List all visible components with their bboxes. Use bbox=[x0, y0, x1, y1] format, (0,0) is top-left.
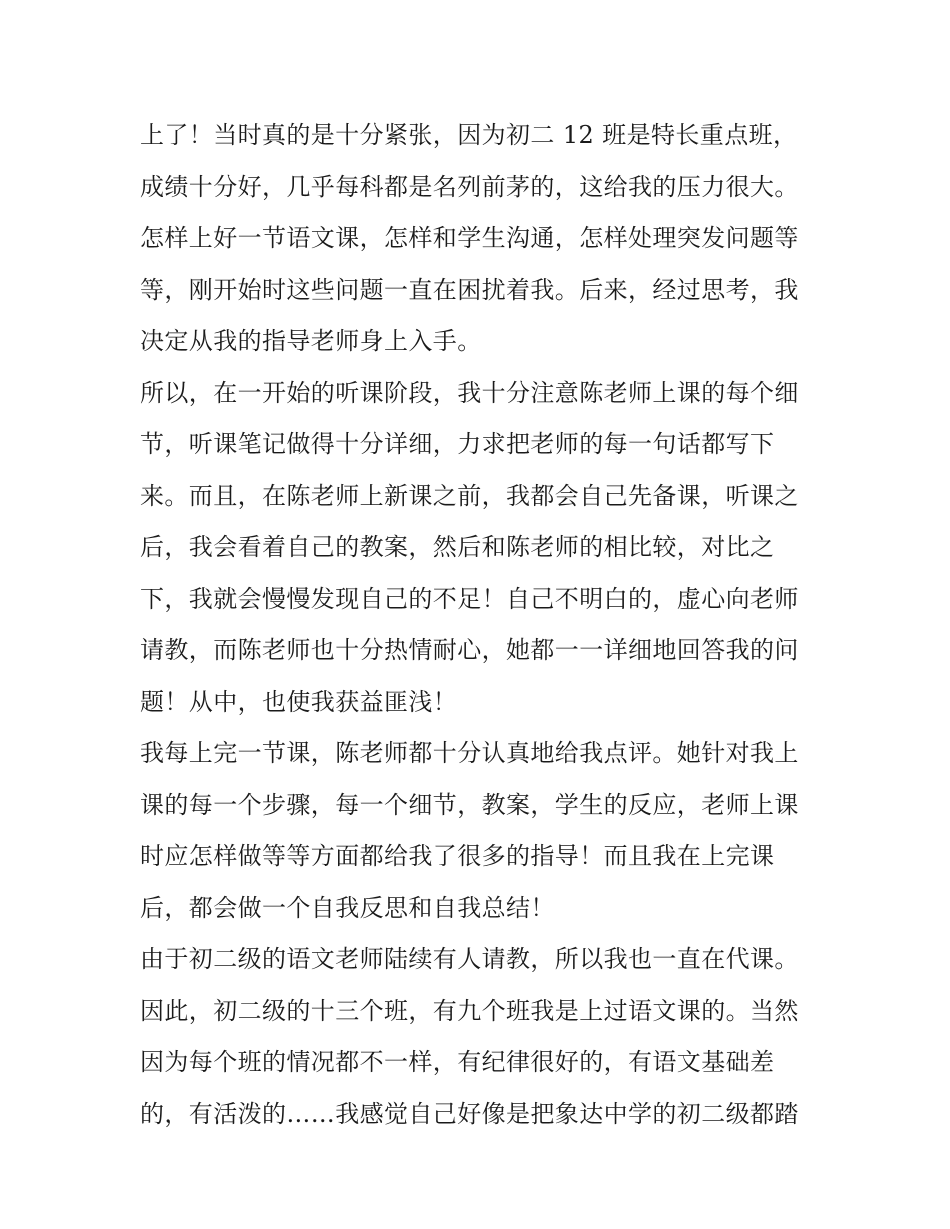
text-line: 因为每个班的情况都不一样，有纪律很好的，有语文基础差 bbox=[140, 1048, 775, 1076]
text-line: 因此，初二级的十三个班，有九个班我是上过语文课的。当然 bbox=[140, 996, 799, 1025]
text-line: 我每上完一节课，陈老师都十分认真地给我点评。她针对我上 bbox=[140, 739, 799, 767]
text-line: 由于初二级的语文老师陆续有人请教，所以我也一直在代课。 bbox=[140, 945, 799, 973]
text-line: 等，刚开始时这些问题一直在困扰着我。后来，经过思考，我 bbox=[140, 275, 799, 304]
text-line: 来。而且，在陈老师上新课之前，我都会自己先备课，听课之 bbox=[140, 481, 799, 510]
text-line: 题！从中，也使我获益匪浅！ bbox=[140, 687, 458, 716]
text-line: 上了！当时真的是十分紧张，因为初二 12 班是特长重点班， bbox=[140, 121, 798, 149]
text-line: 节，听课笔记做得十分详细，力求把老师的每一句话都写下 bbox=[140, 430, 775, 458]
text-line: 所以，在一开始的听课阶段，我十分注意陈老师上课的每个细 bbox=[140, 378, 799, 407]
text-line: 后，我会看着自己的教案，然后和陈老师的相比较，对比之 bbox=[140, 533, 775, 561]
document-body bbox=[140, 110, 812, 1140]
text-line: 怎样上好一节语文课，怎样和学生沟通，怎样处理突发问题等 bbox=[140, 224, 799, 252]
text-line: 课的每一个步骤，每一个细节，教案，学生的反应，老师上课 bbox=[140, 790, 799, 819]
text-line: 决定从我的指导老师身上入手。 bbox=[140, 327, 482, 355]
text-line: 请教，而陈老师也十分热情耐心，她都一一详细地回答我的问 bbox=[140, 636, 799, 664]
text-line: 成绩十分好，几乎每科都是名列前茅的，这给我的压力很大。 bbox=[140, 172, 799, 201]
text-line: 下，我就会慢慢发现自己的不足！自己不明白的，虚心向老师 bbox=[140, 584, 799, 613]
text-line: 时应怎样做等等方面都给我了很多的指导！而且我在上完课 bbox=[140, 842, 775, 870]
text-line: 后，都会做一个自我反思和自我总结！ bbox=[140, 893, 555, 922]
text-line: 的，有活泼的……我感觉自己好像是把象达中学的初二级都踏 bbox=[140, 1099, 799, 1128]
